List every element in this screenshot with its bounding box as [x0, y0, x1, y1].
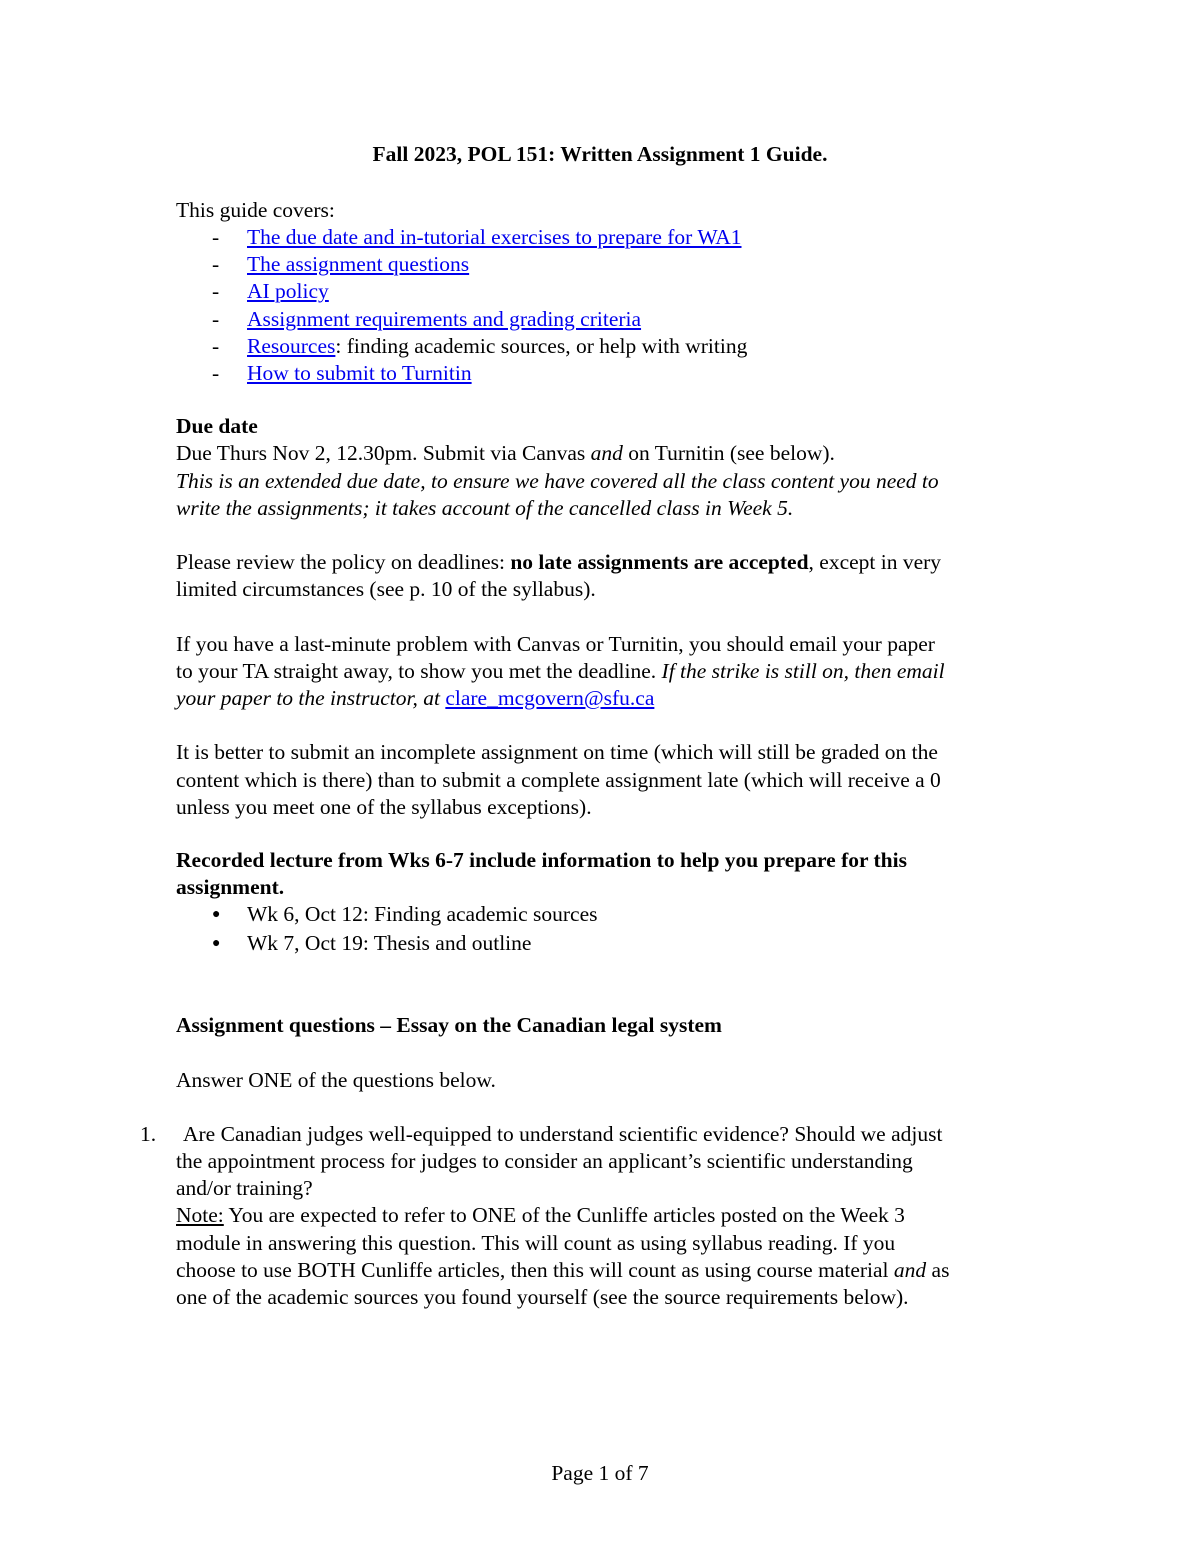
note-text: choose to use BOTH Cunliffe articles, then this will count as using course material [176, 1258, 894, 1282]
extension-note-line1: This is an extended due date, to ensure we have covered all the class content you need to [176, 469, 939, 493]
toc-link-ai-policy[interactable]: AI policy [247, 279, 329, 303]
note-text: You are expected to refer to ONE of the Cunliffe articles posted on the Week 3 [223, 1203, 905, 1227]
toc-item [247, 333, 747, 360]
toc-item-rest: : finding academic sources, or help with writing [335, 334, 748, 358]
toc-item [247, 224, 742, 251]
questions-heading: Assignment questions – Essay on the Canadian legal system [176, 1013, 722, 1037]
late-policy-line1 [176, 549, 941, 576]
toc-link-due-date[interactable]: The due date and in-tutorial exercises to prepare for WA1 [247, 225, 742, 249]
better-line1: It is better to submit an incomplete assignment on time (which will still be graded on the [176, 740, 938, 764]
problem-text: to your TA straight away, to show you met the deadline. [176, 659, 662, 683]
toc-dash: - [212, 279, 220, 303]
toc-dash: - [212, 252, 220, 276]
note-text: as [926, 1258, 950, 1282]
note-label: Note: [176, 1203, 224, 1227]
due-date-line [176, 440, 835, 467]
recorded-heading-line2: assignment. [176, 875, 285, 899]
better-line2: content which is there) than to submit a complete assignment late (which will receive a 0 [176, 768, 941, 792]
toc-item [247, 360, 472, 387]
toc-dash: - [212, 334, 220, 358]
toc-link-requirements[interactable]: Assignment requirements and grading criteria [247, 307, 642, 331]
intro-text: This guide covers: [176, 198, 335, 222]
late-policy-line2: limited circumstances (see p. 10 of the syllabus). [176, 577, 596, 601]
extension-note-line2: write the assignments; it takes account of the cancelled class in Week 5. [176, 496, 794, 520]
toc-item [247, 278, 329, 305]
recorded-item: Wk 6, Oct 12: Finding academic sources [247, 902, 598, 926]
toc-dash: - [212, 307, 220, 331]
due-text-italic: and [590, 441, 623, 465]
question1-line1: Are Canadian judges well-equipped to understand scientific evidence? Should we adjust [183, 1122, 943, 1146]
problem-line3 [176, 685, 654, 712]
toc-link-turnitin[interactable]: How to submit to Turnitin [247, 361, 472, 385]
due-text: on Turnitin (see below). [622, 441, 835, 465]
better-line3: unless you meet one of the syllabus exceptions). [176, 795, 592, 819]
instructor-email-link[interactable]: clare_mcgovern@sfu.ca [445, 686, 655, 710]
toc-dash: - [212, 225, 220, 249]
toc-link-assignment-questions[interactable]: The assignment questions [247, 252, 470, 276]
bullet-icon: ● [212, 907, 221, 922]
due-text: Due Thurs Nov 2, 12.30pm. Submit via Canvas [176, 441, 591, 465]
note-text-italic: and [893, 1258, 927, 1282]
question1-note-line4: one of the academic sources you found yourself (see the source requirements below). [176, 1285, 909, 1309]
toc-dash: - [212, 361, 220, 385]
recorded-item: Wk 7, Oct 19: Thesis and outline [247, 931, 532, 955]
question1-note-line2: module in answering this question. This will count as using syllabus reading. If you [176, 1231, 896, 1255]
problem-text-italic: your paper to the instructor, at [176, 686, 446, 710]
problem-line2 [176, 658, 945, 685]
problem-text-italic: If the strike is still on, then email [661, 659, 945, 683]
late-text: , except in very [808, 550, 942, 574]
toc-item [247, 251, 469, 278]
recorded-heading-line1: Recorded lecture from Wks 6-7 include information to help you prepare for this [176, 848, 907, 872]
document-title: Fall 2023, POL 151: Written Assignment 1 Guide. [372, 142, 828, 166]
page-number: Page 1 of 7 [551, 1461, 649, 1485]
question-number: 1. [140, 1122, 157, 1146]
late-text-bold: no late assignments are accepted [510, 550, 809, 574]
question1-note-line3 [176, 1257, 949, 1284]
toc-item [247, 306, 641, 333]
late-text: Please review the policy on deadlines: [176, 550, 511, 574]
due-date-heading: Due date [176, 414, 258, 438]
questions-instruction: Answer ONE of the questions below. [176, 1068, 496, 1092]
question1-note-line1 [176, 1202, 905, 1229]
question1-line3: and/or training? [176, 1176, 313, 1200]
toc-link-resources[interactable]: Resources [247, 334, 336, 358]
problem-line1: If you have a last-minute problem with Canvas or Turnitin, you should email your paper [176, 632, 935, 656]
bullet-icon: ● [212, 936, 221, 951]
question1-line2: the appointment process for judges to consider an applicant’s scientific understanding [176, 1149, 913, 1173]
